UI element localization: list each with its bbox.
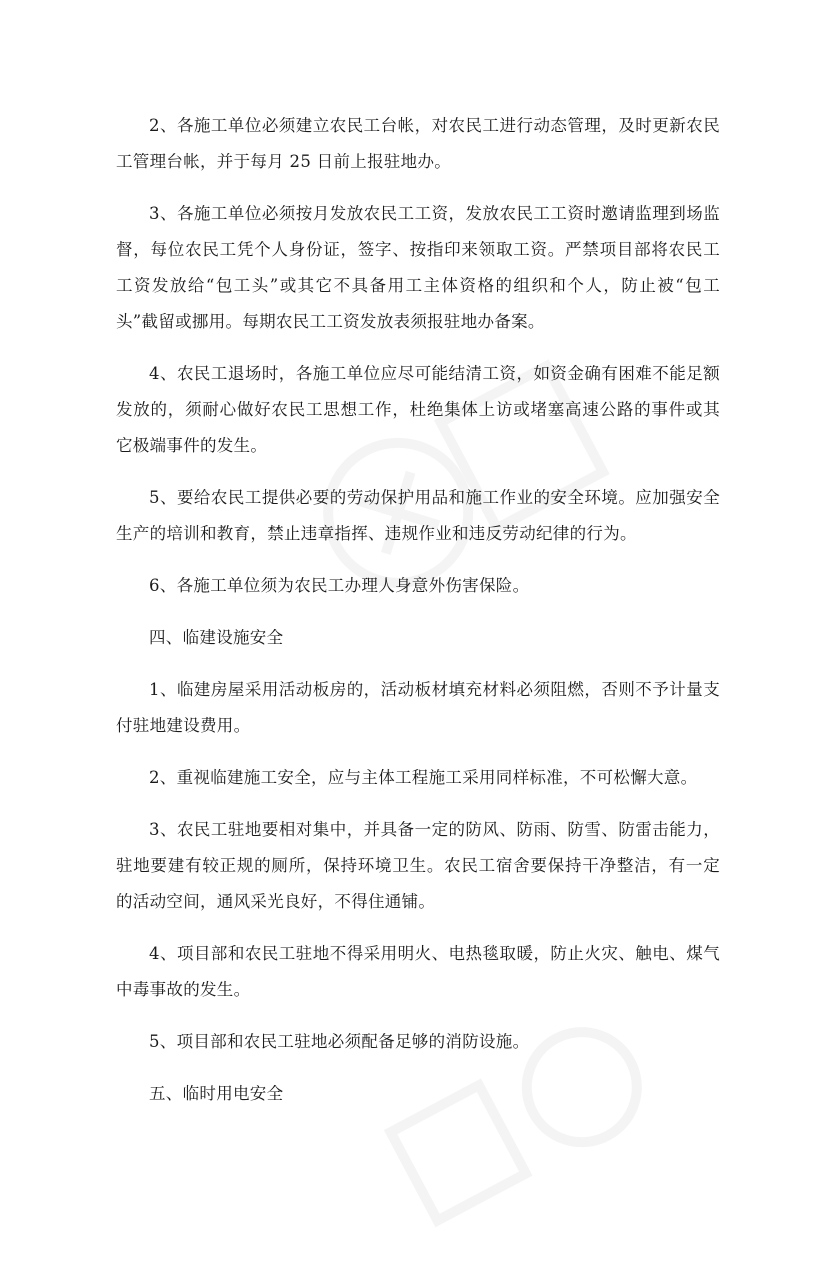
paragraph: 4、项目部和农民工驻地不得采用明火、电热毯取暖，防止火灾、触电、煤气中毒事故的发生。 bbox=[116, 944, 720, 999]
section-heading: 四、临建设施安全 bbox=[149, 628, 284, 647]
paragraph: 3、各施工单位必须按月发放农民工工资，发放农民工工资时邀请监理到场监督，每位农民工凭个人身份证，签字、按指印来领取工资。严禁项目部将农民工工资发放给“包工头”或其它不具备用工主体资格的组织和个人，防止被“包工头”截留或挪用。每期农民工工资发放表须报驻地办备案。 bbox=[116, 204, 720, 331]
paragraph: 2、重视临建施工安全，应与主体工程施工采用同样标准，不可松懈大意。 bbox=[149, 768, 698, 787]
section-heading: 五、临时用电安全 bbox=[149, 1084, 284, 1103]
paragraph: 6、各施工单位须为农民工办理人身意外伤害保险。 bbox=[149, 576, 530, 595]
paragraph: 2、各施工单位必须建立农民工台帐，对农民工进行动态管理，及时更新农民工管理台帐，并于每月 25 日前上报驻地办。 bbox=[116, 116, 720, 171]
paragraph: 3、农民工驻地要相对集中，并具备一定的防风、防雨、防雪、防雷击能力，驻地要建有较正规的厕所，保持环境卫生。农民工宿舍要保持干净整洁，有一定的活动空间，通风采光良好，不得住通铺。 bbox=[116, 820, 720, 911]
document-body bbox=[116, 108, 720, 1128]
paragraph: 5、要给农民工提供必要的劳动保护用品和施工作业的安全环境。应加强安全生产的培训和教育，禁止违章指挥、违规作业和违反劳动纪律的行为。 bbox=[116, 488, 720, 543]
paragraph: 4、农民工退场时，各施工单位应尽可能结清工资，如资金确有困难不能足额发放的，须耐心做好农民工思想工作，杜绝集体上访或堵塞高速公路的事件或其它极端事件的发生。 bbox=[116, 364, 720, 455]
paragraph: 5、项目部和农民工驻地必须配备足够的消防设施。 bbox=[149, 1032, 530, 1051]
paragraph: 1、临建房屋采用活动板房的，活动板材填充材料必须阻燃，否则不予计量支付驻地建设费用。 bbox=[116, 680, 720, 735]
